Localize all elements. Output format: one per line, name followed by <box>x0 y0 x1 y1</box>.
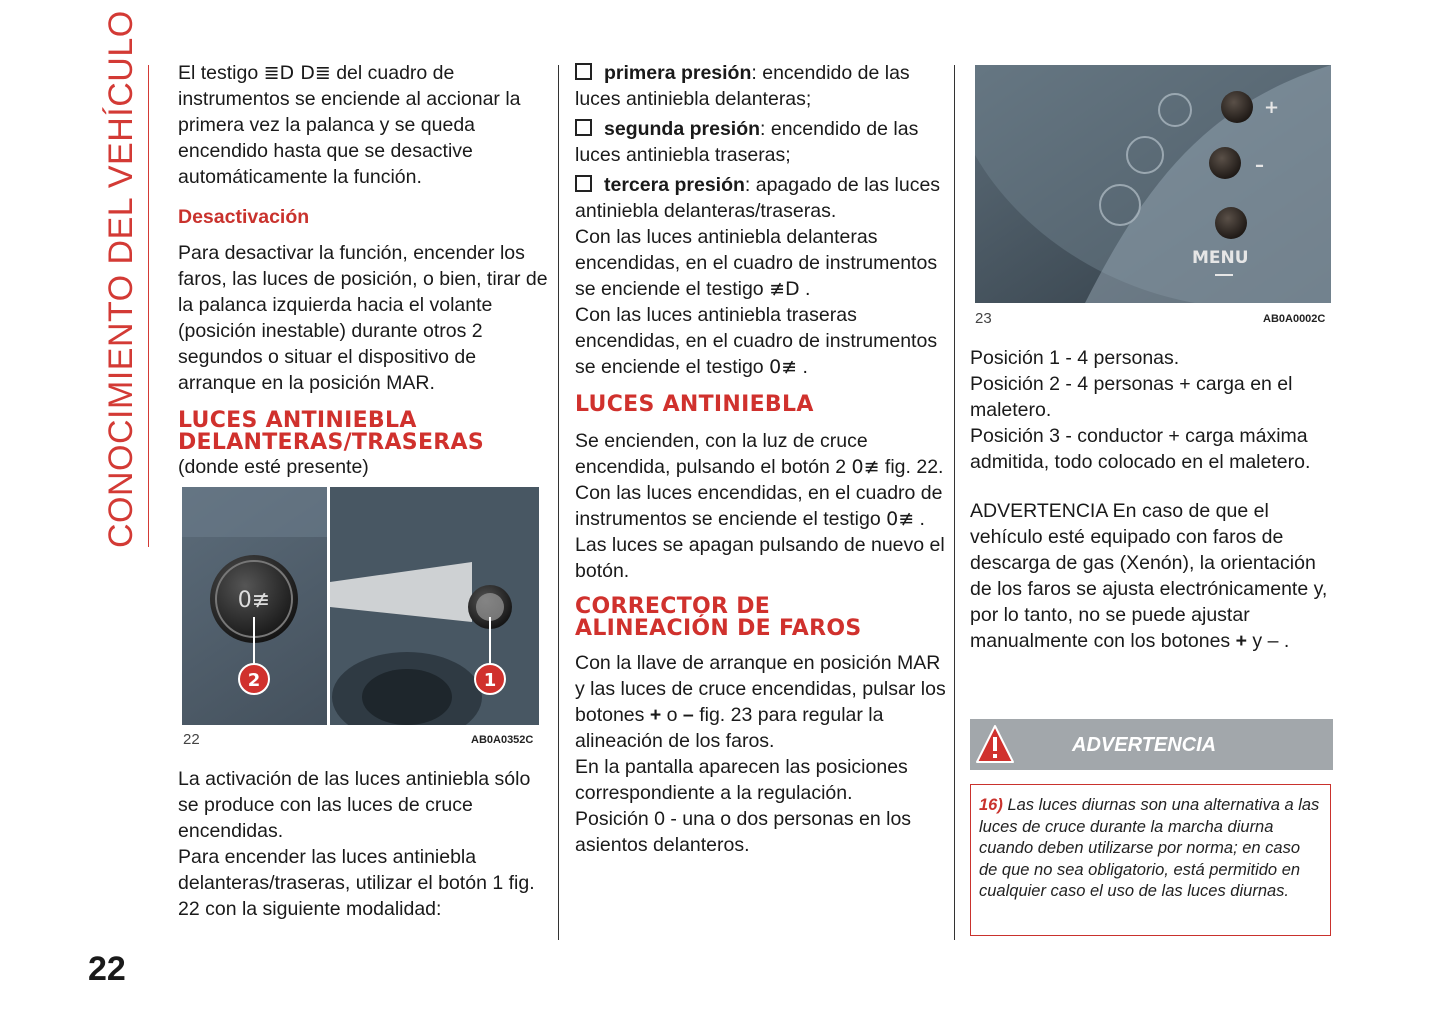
fog-light-buttons-illustration <box>182 487 539 725</box>
warning-triangle-icon <box>970 719 1020 770</box>
paragraph-rear-fog-indicator: Con las luces antiniebla traseras encendidas, en el cuadro de instrumentos se enciende el testigo 0≢ . <box>575 304 938 378</box>
paragraph-alignment-procedure: Con la llave de arranque en posición MAR y las luces de cruce encendidas, pulsar los botones + o – fig. 23 para regular la alineación de los faros. <box>575 652 946 752</box>
paragraph-position-0: Posición 0 - una o dos personas en los asientos delanteros. <box>575 808 912 856</box>
section-title: CONOCIMIENTO DEL VEHÍCULO <box>102 10 140 548</box>
paragraph-position-1: Posición 1 - 4 personas. <box>970 347 1180 369</box>
figure-22-image <box>182 487 539 725</box>
bullet-third-press: tercera presión: apagado de las luces antiniebla delanteras/traseras. <box>575 174 941 222</box>
dipped-beam-indicator-icon: ≣D D≣ <box>263 62 331 84</box>
column-divider-1 <box>558 65 559 940</box>
figure-22-code: AB0A0352C <box>471 734 534 746</box>
callout-2-label: 2 <box>247 670 261 691</box>
warning-ref: 16) <box>979 796 1003 814</box>
paragraph-deactivation: Para desactivar la función, encender los faros, las luces de posición, o bien, tirar de la palanca izquierda hacia el volante (posición inestable) durante otros 2 segundos o situar el dispositivo de arranque en la posición MAR. <box>178 242 548 394</box>
figure-23-number: 23 <box>975 310 992 327</box>
warning-text: Las luces diurnas son una alternativa a las luces de cruce durante la marcha diurna cuando deben utilizarse por norma; en caso de que no sea obligatorio, está permitido en cualquier caso el uso de las luces diurnas. <box>979 796 1320 900</box>
paragraph-display-positions: En la pantalla aparecen las posiciones correspondiente a la regulación. <box>575 756 908 804</box>
plus-label: + <box>1264 97 1280 118</box>
column-1 <box>178 60 550 480</box>
figure-23-image <box>975 65 1331 303</box>
bullet-box-icon <box>575 119 592 136</box>
figure-22-number: 22 <box>183 731 200 748</box>
front-fog-light-icon: ≢D <box>769 278 800 300</box>
page-number: 22 <box>88 950 126 988</box>
rear-fog-light-icon: 0≢ <box>851 456 880 478</box>
paragraph-position-3: Posición 3 - conductor + carga máxima admitida, todo colocado en el maletero. <box>970 425 1311 473</box>
heading-fog-lights-front-rear: LUCES ANTINIEBLA DELANTERAS/TRASERAS <box>178 408 484 455</box>
column-2 <box>575 60 947 858</box>
paragraph-xenon-warning: ADVERTENCIA En caso de que el vehículo esté equipado con faros de descarga de gas (Xenón), la orientación de los faros se ajusta electrónicamente y, por lo tanto, no se puede ajustar manualmente con los botones + y – . <box>970 500 1328 652</box>
section-rule <box>148 65 149 547</box>
warning-title: ADVERTENCIA <box>1072 734 1217 756</box>
paragraph-button-usage: Para encender las luces antiniebla delanteras/traseras, utilizar el botón 1 fig. 22 con la siguiente modalidad: <box>178 846 535 920</box>
warning-box <box>970 784 1331 936</box>
rear-fog-light-icon: 0≢ <box>769 356 798 378</box>
column-1-bottom <box>178 766 550 922</box>
heading-headlight-aligner: CORRECTOR DE ALINEACIÓN DE FAROS <box>575 594 862 641</box>
menu-label: MENU <box>1192 248 1249 268</box>
heading-fog-lights: LUCES ANTINIEBLA <box>575 392 814 417</box>
paragraph-fog-indicator: Con las luces encendidas, en el cuadro de instrumentos se enciende el testigo 0≢ . <box>575 482 943 530</box>
bullet-first-press: primera presión: encendido de las luces antiniebla delanteras; <box>575 62 910 110</box>
paragraph-fog-off: Las luces se apagan pulsando de nuevo el botón. <box>575 534 945 582</box>
paragraph-activation-note: La activación de las luces antiniebla sólo se produce con las luces de cruce encendidas. <box>178 768 531 842</box>
bullet-box-icon <box>575 175 592 192</box>
callout-1-label: 1 <box>483 670 497 691</box>
column-3 <box>970 345 1338 654</box>
paragraph-front-fog-indicator: Con las luces antiniebla delanteras encendidas, en el cuadro de instrumentos se enciende el testigo ≢D . <box>575 226 938 300</box>
rear-fog-light-icon: 0≢ <box>886 508 915 530</box>
bullet-box-icon <box>575 63 592 80</box>
heading-note: (donde esté presente) <box>178 456 369 478</box>
subheading-deactivation: Desactivación <box>178 206 310 228</box>
headlight-aligner-buttons-illustration <box>975 65 1331 303</box>
paragraph-position-2: Posición 2 - 4 personas + carga en el maletero. <box>970 373 1293 421</box>
paragraph-fog-on: Se encienden, con la luz de cruce encendida, pulsando el botón 2 0≢ fig. 22. <box>575 430 944 478</box>
paragraph-indicator-intro: El testigo ≣D D≣ del cuadro de instrumentos se enciende al accionar la primera vez la palanca y se queda encendido hasta que se desactive automáticamente la función. <box>178 62 521 188</box>
bullet-second-press: segunda presión: encendido de las luces antiniebla traseras; <box>575 118 919 166</box>
svg-text:0≢: 0≢ <box>237 588 271 613</box>
minus-label: – <box>1255 155 1264 176</box>
column-divider-2 <box>954 65 955 940</box>
figure-23-code: AB0A0002C <box>1263 313 1326 325</box>
